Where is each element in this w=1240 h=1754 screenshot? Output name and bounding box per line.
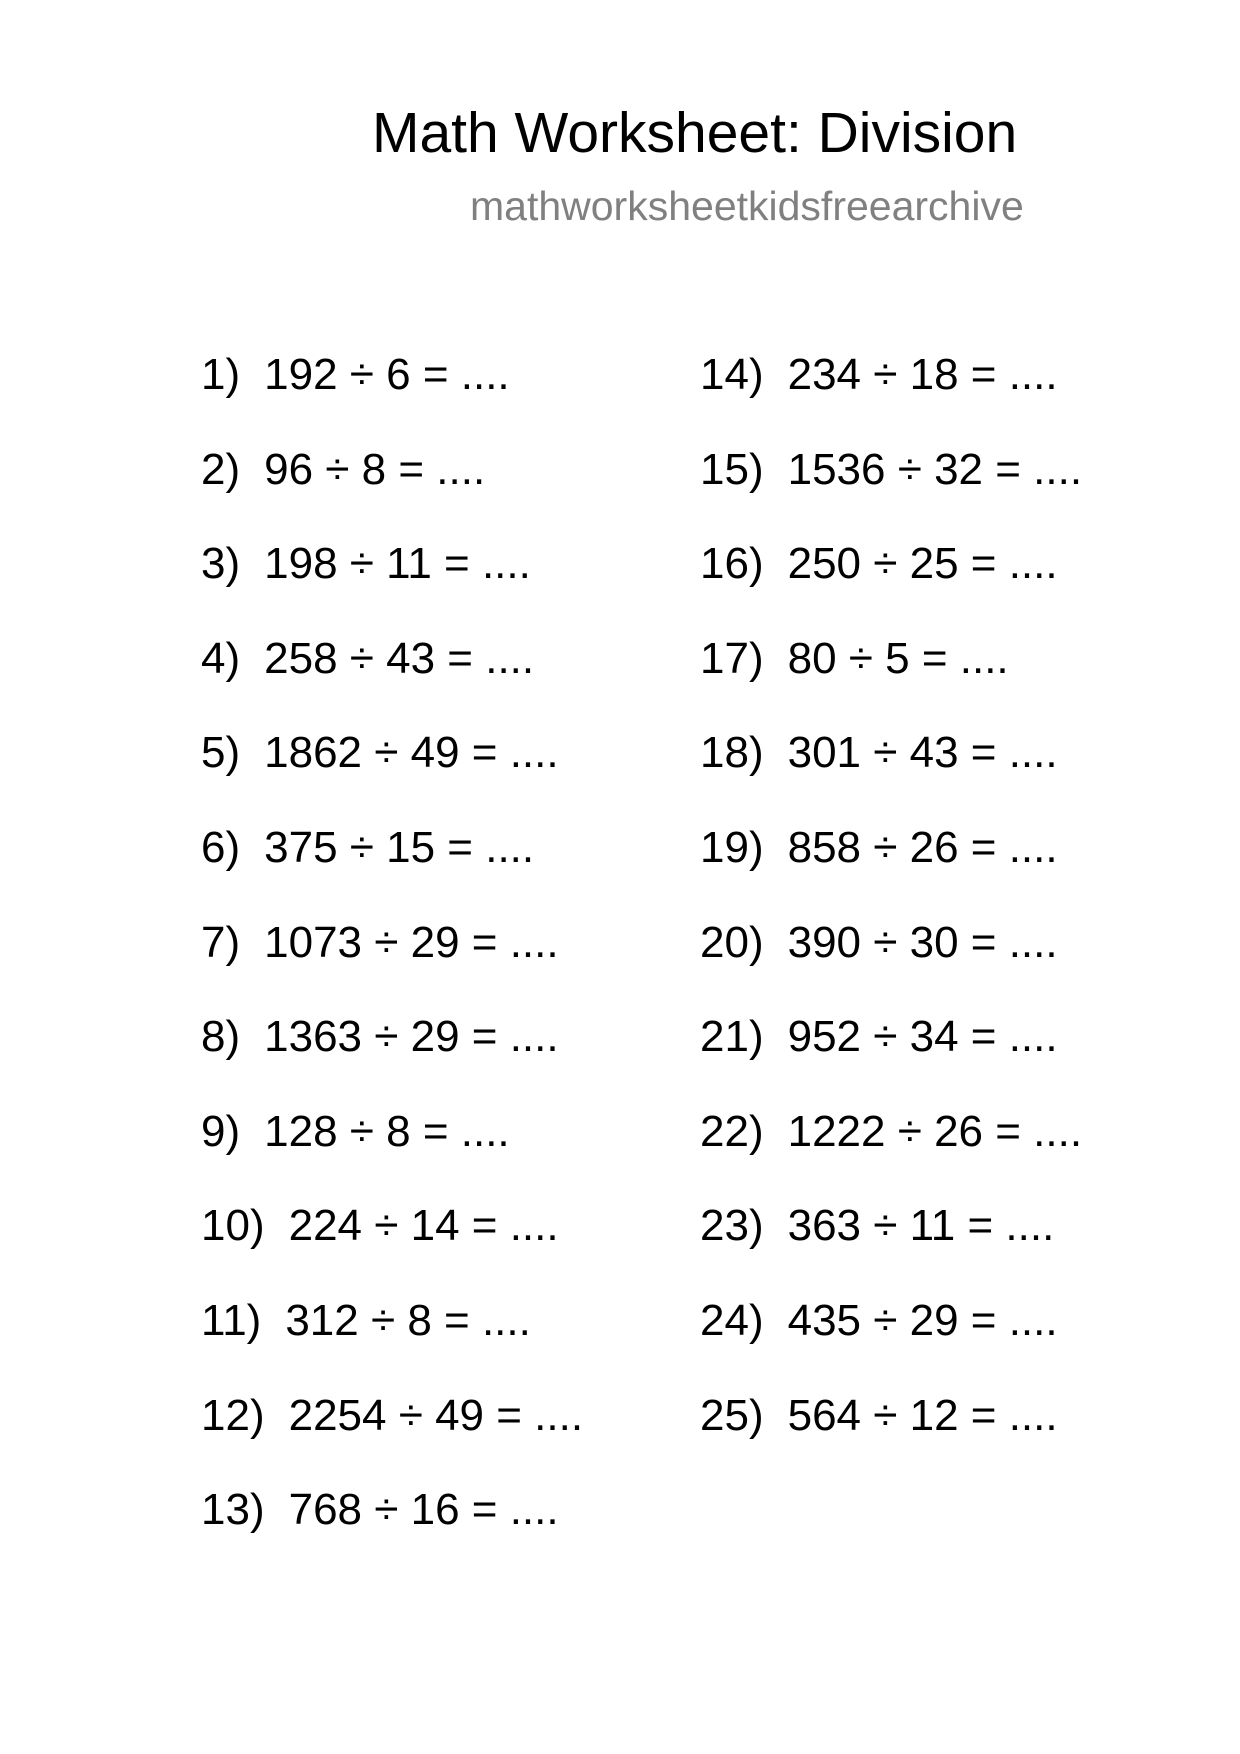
problem-number: 9) — [201, 1106, 241, 1156]
problem-expression: 128 ÷ 8 = .... — [264, 1106, 510, 1156]
problem-number: 25) — [700, 1390, 764, 1440]
problem-item — [201, 350, 583, 445]
problem-expression: 301 ÷ 43 = .... — [787, 728, 1058, 778]
problem-number: 6) — [201, 822, 241, 872]
problem-expression: 1073 ÷ 29 = .... — [264, 917, 559, 967]
problem-item — [201, 1296, 583, 1391]
problem-item — [700, 918, 1082, 1013]
problem-number: 1) — [201, 350, 241, 399]
problem-number: 23) — [700, 1201, 764, 1251]
problem-expression: 1363 ÷ 29 = .... — [264, 1012, 559, 1062]
problem-item — [700, 1012, 1082, 1107]
problem-number: 3) — [201, 539, 241, 589]
problem-item — [201, 634, 583, 729]
problem-expression: 768 ÷ 16 = .... — [288, 1485, 559, 1535]
problem-number: 16) — [700, 539, 764, 589]
problem-expression: 1222 ÷ 26 = .... — [787, 1106, 1083, 1156]
problem-expression: 564 ÷ 12 = .... — [787, 1390, 1058, 1440]
problem-number: 22) — [700, 1106, 764, 1156]
problem-expression: 224 ÷ 14 = .... — [288, 1201, 559, 1251]
problem-expression: 390 ÷ 30 = .... — [787, 917, 1058, 967]
problem-item — [700, 445, 1082, 540]
problems-column-right — [700, 350, 1082, 1485]
problem-expression: 312 ÷ 8 = .... — [285, 1295, 531, 1345]
problem-item — [700, 350, 1082, 445]
problem-number: 20) — [700, 917, 764, 967]
problem-expression: 858 ÷ 26 = .... — [787, 822, 1058, 872]
problem-number: 5) — [201, 728, 241, 778]
problem-expression: 258 ÷ 43 = .... — [264, 633, 535, 683]
problem-number: 13) — [201, 1485, 265, 1535]
problem-item — [201, 445, 583, 540]
problem-number: 7) — [201, 917, 241, 967]
problem-expression: 192 ÷ 6 = .... — [264, 350, 510, 399]
problem-item — [201, 918, 583, 1013]
problem-expression: 363 ÷ 11 = .... — [787, 1201, 1055, 1251]
problem-number: 15) — [700, 444, 764, 494]
problem-item — [700, 539, 1082, 634]
problem-item — [700, 634, 1082, 729]
problem-number: 18) — [700, 728, 764, 778]
problem-expression: 234 ÷ 18 = .... — [787, 350, 1058, 399]
problem-expression: 952 ÷ 34 = .... — [787, 1012, 1058, 1062]
problem-number: 2) — [201, 444, 241, 494]
problem-number: 24) — [700, 1295, 764, 1345]
problem-number: 11) — [201, 1295, 262, 1345]
problem-expression: 2254 ÷ 49 = .... — [288, 1390, 584, 1440]
problem-expression: 1862 ÷ 49 = .... — [264, 728, 559, 778]
problem-number: 10) — [201, 1201, 265, 1251]
problem-number: 8) — [201, 1012, 241, 1062]
problem-item — [201, 823, 583, 918]
problem-number: 14) — [700, 350, 764, 399]
problem-number: 19) — [700, 822, 764, 872]
problem-expression: 375 ÷ 15 = .... — [264, 822, 535, 872]
problems-column-left — [201, 350, 583, 1580]
problem-item — [700, 1391, 1082, 1486]
problem-item — [700, 728, 1082, 823]
problem-item — [700, 823, 1082, 918]
problem-item — [700, 1201, 1082, 1296]
problem-expression: 435 ÷ 29 = .... — [787, 1295, 1058, 1345]
problem-expression: 198 ÷ 11 = .... — [264, 539, 531, 589]
worksheet-title: Math Worksheet: Division — [372, 101, 1018, 165]
problem-item — [700, 1107, 1082, 1202]
problem-number: 17) — [700, 633, 764, 683]
problem-expression: 250 ÷ 25 = .... — [787, 539, 1058, 589]
problem-item — [201, 1012, 583, 1107]
problem-number: 12) — [201, 1390, 265, 1440]
problem-item — [700, 1296, 1082, 1391]
problem-item — [201, 1391, 583, 1486]
problem-item — [201, 539, 583, 634]
problem-expression: 1536 ÷ 32 = .... — [787, 444, 1083, 494]
problem-expression: 80 ÷ 5 = .... — [787, 633, 1009, 683]
problem-item — [201, 1107, 583, 1202]
problem-expression: 96 ÷ 8 = .... — [264, 444, 486, 494]
problem-number: 4) — [201, 633, 241, 683]
problem-item — [201, 1201, 583, 1296]
worksheet-subtitle: mathworksheetkidsfreearchive — [470, 183, 1024, 229]
problem-number: 21) — [700, 1012, 764, 1062]
problem-item — [201, 1485, 583, 1580]
problem-item — [201, 728, 583, 823]
